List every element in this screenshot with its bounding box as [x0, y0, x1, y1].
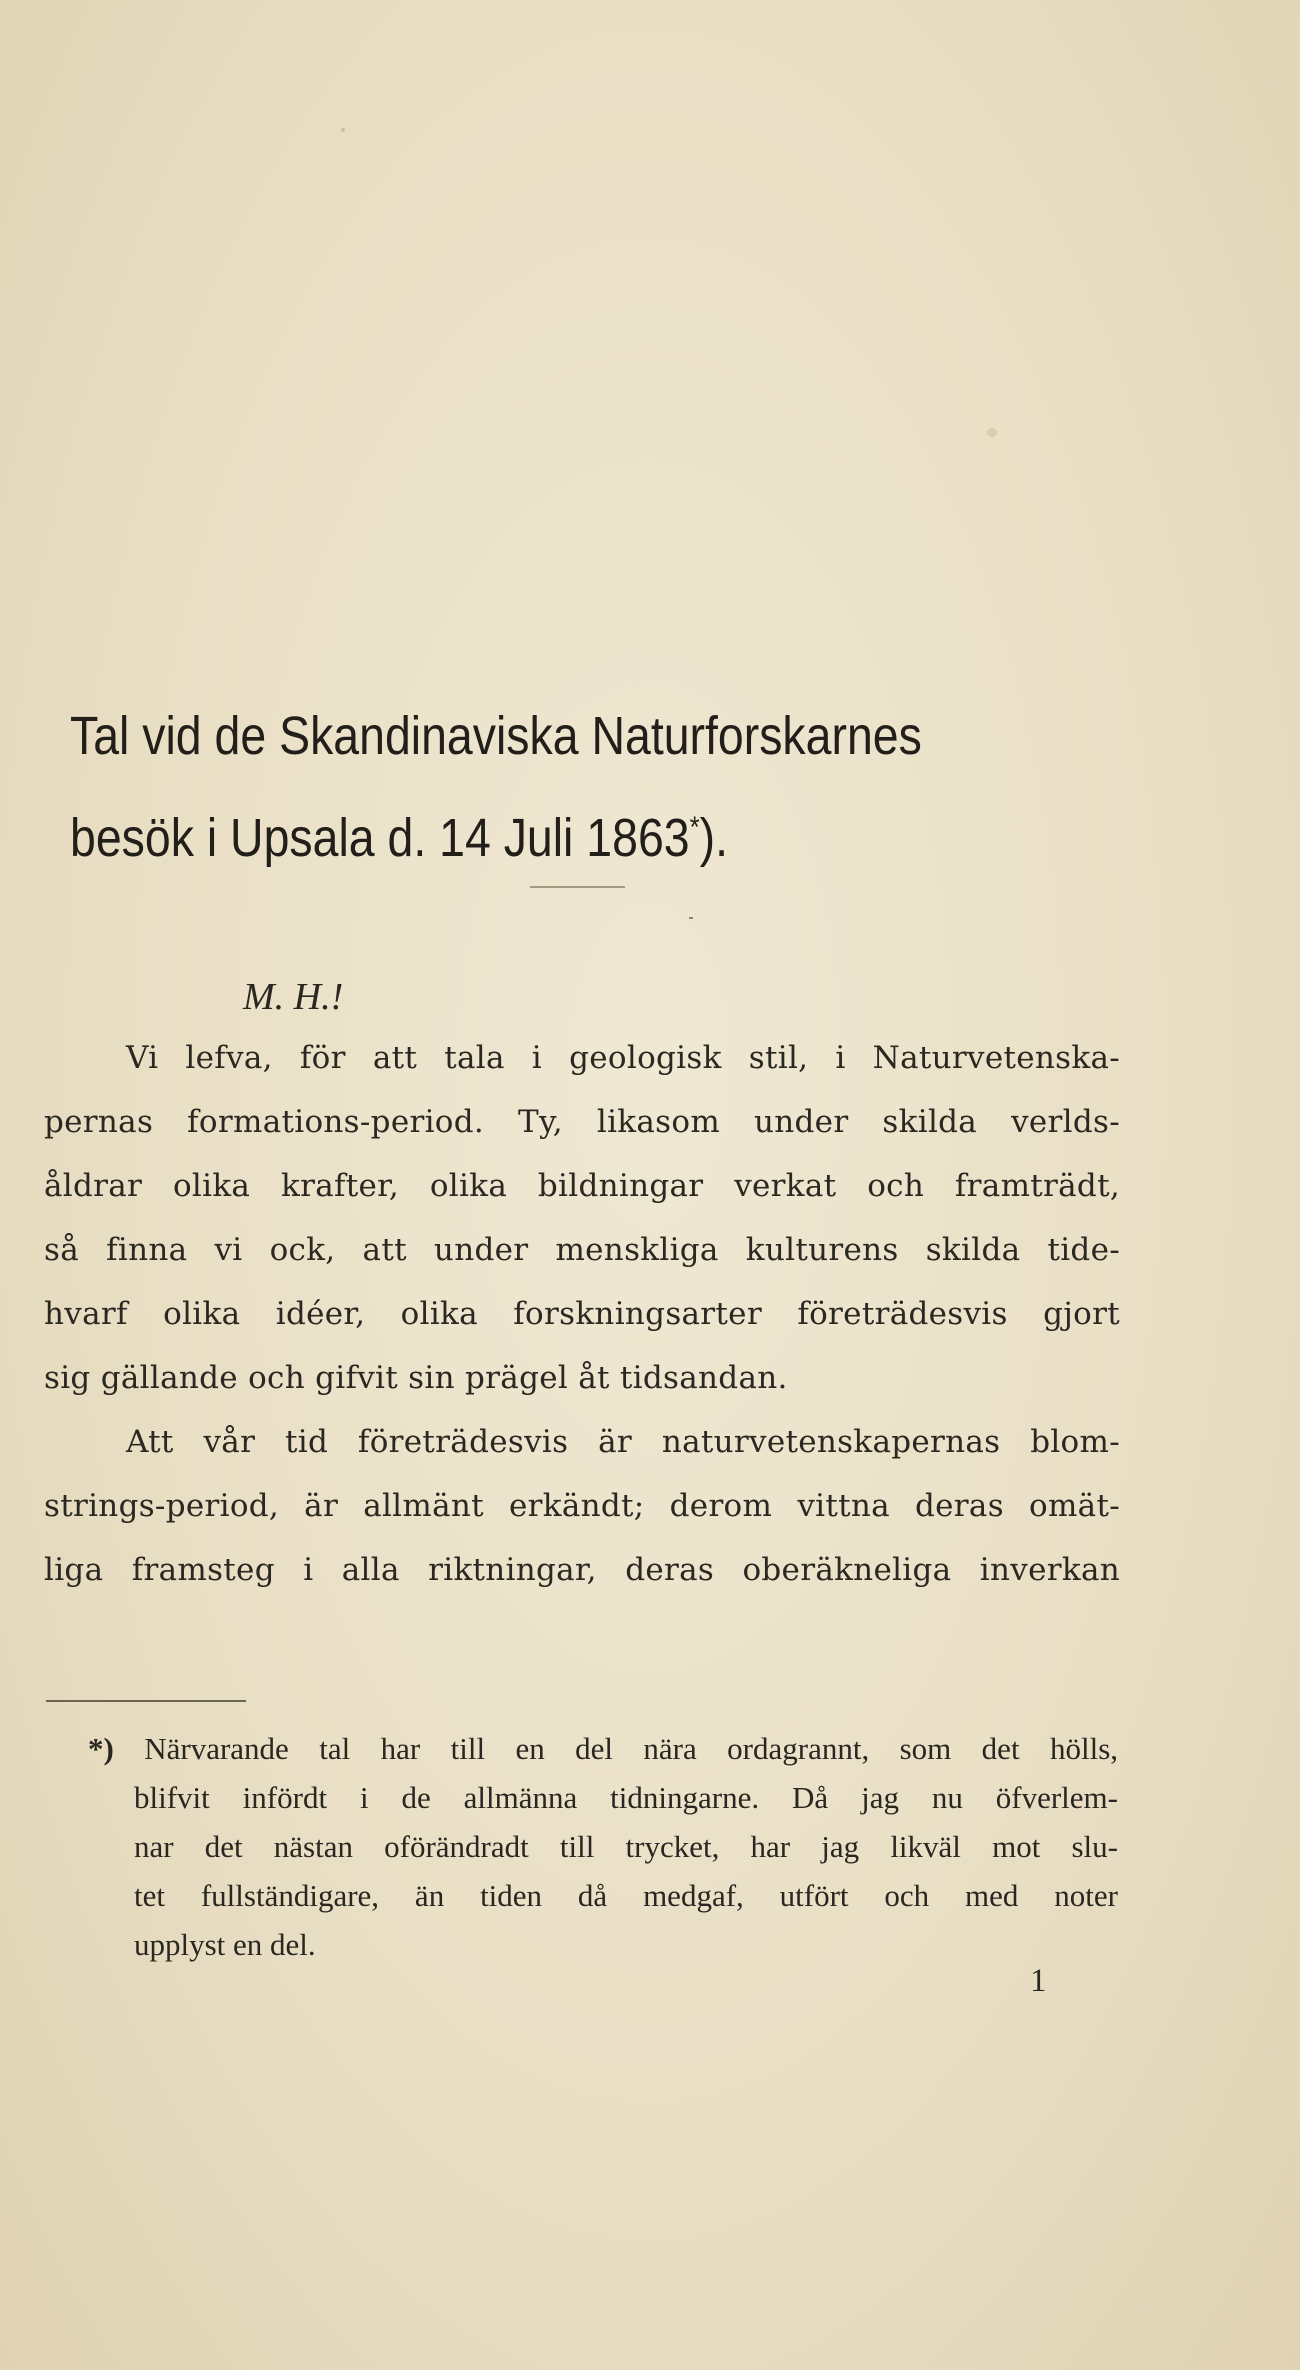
page-number: 1	[1030, 1963, 1047, 1999]
footnote-line	[88, 1724, 1118, 1773]
footnote-line: upplyst en del.	[134, 1927, 316, 1962]
printer-mark	[689, 917, 693, 919]
footnote	[88, 1724, 1118, 1969]
paragraph-line: sig gällande och gifvit sin prägel åt tidsandan.	[44, 1360, 788, 1396]
title-divider	[530, 886, 625, 888]
footnote-mark: *)	[88, 1731, 114, 1766]
paragraph-line: liga framsteg i alla riktningar, deras oberäkneliga inverkan	[44, 1552, 1120, 1588]
paragraph-1	[44, 1026, 1120, 1410]
paragraph-line: Att vår tid företrädesvis är naturvetenskapernas blom-	[126, 1424, 1120, 1460]
paper-speck	[341, 128, 345, 132]
paragraph-line: åldrar olika krafter, olika bildningar verkat och framträdt,	[44, 1168, 1120, 1204]
title-line-2-end: ).	[699, 808, 729, 868]
title-line-1: Tal vid de Skandinaviska Naturforskarnes	[70, 706, 922, 766]
paragraph-line: så finna vi ock, att under menskliga kulturens skilda tide-	[44, 1232, 1120, 1268]
paper-speck	[987, 428, 997, 437]
paragraph-line: hvarf olika idéer, olika forskningsarter företrädesvis gjort	[44, 1296, 1120, 1332]
footnote-divider	[46, 1700, 246, 1702]
title-line-2	[70, 782, 1033, 884]
paragraph-2	[44, 1410, 1120, 1602]
footnote-line-text: Närvarande tal har till en del nära ordagrannt, som det hölls,	[144, 1731, 1119, 1766]
title-footnote-ref: *	[689, 811, 700, 844]
paragraph-line: strings-period, är allmänt erkändt; derom vittna deras omät-	[44, 1488, 1120, 1524]
footnote-line: blifvit infördt i de allmänna tidningarne. Då jag nu öfverlem-	[134, 1780, 1118, 1815]
footnote-line: tet fullständigare, än tiden då medgaf, utfört och med noter	[134, 1878, 1118, 1913]
chapter-title	[70, 690, 1033, 884]
paragraph-line: Vi lefva, för att tala i geologisk stil, i Naturvetenska-	[126, 1040, 1120, 1076]
salutation: M. H.!	[243, 976, 344, 1018]
title-line-2-text: besök i Upsala d. 14 Juli 1863	[70, 808, 690, 868]
footnote-line: nar det nästan oförändradt till trycket, har jag likväl mot slu-	[134, 1829, 1118, 1864]
paragraph-line: pernas formations-period. Ty, likasom under skilda verlds-	[44, 1104, 1120, 1140]
